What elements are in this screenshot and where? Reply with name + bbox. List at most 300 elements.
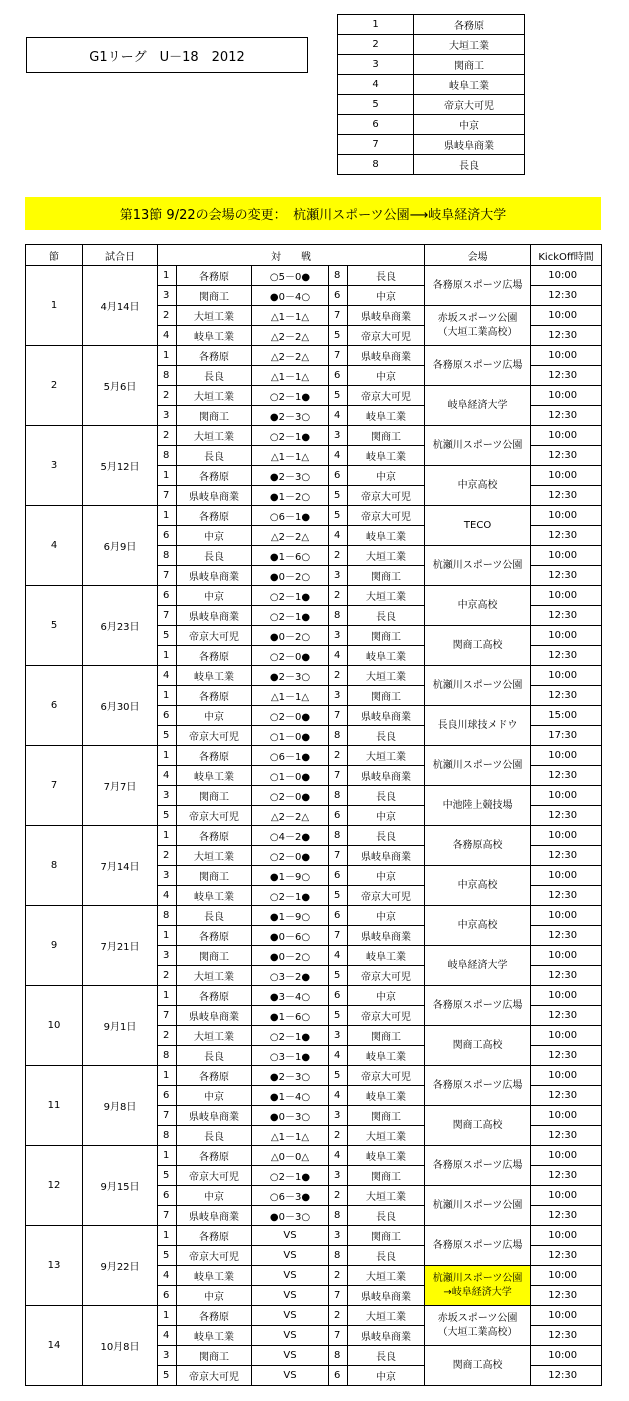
kickoff-time: 12:30: [531, 446, 602, 466]
team-name: 関商工: [414, 55, 525, 75]
match-venue: 各務原スポーツ広場: [425, 1226, 531, 1266]
round-date: 6月23日: [83, 586, 158, 666]
home-team: 岐阜工業: [177, 886, 252, 906]
match-row: [26, 1146, 602, 1166]
away-team-number: 8: [329, 1206, 348, 1226]
kickoff-time: 10:00: [531, 746, 602, 766]
match-score: △2－2△: [252, 806, 329, 826]
match-score: ○6－1●: [252, 506, 329, 526]
match-score: ○1－0●: [252, 726, 329, 746]
home-team: 関商工: [177, 1346, 252, 1366]
away-team: 大垣工業: [348, 746, 425, 766]
away-team: 岐阜工業: [348, 446, 425, 466]
home-team: 各務原: [177, 1146, 252, 1166]
match-score: VS: [252, 1266, 329, 1286]
away-team: 長良: [348, 726, 425, 746]
kickoff-time: 15:00: [531, 706, 602, 726]
home-team: 関商工: [177, 866, 252, 886]
team-list: [337, 14, 525, 175]
home-team-number: 1: [158, 1066, 177, 1086]
home-team: 各務原: [177, 266, 252, 286]
round-section: 5: [26, 586, 83, 666]
venue-change-notice-text: 第13節 9/22の会場の変更： 杭瀬川スポーツ公園⟶岐阜経済大学: [119, 208, 507, 223]
kickoff-time: 12:30: [531, 926, 602, 946]
home-team: 大垣工業: [177, 426, 252, 446]
away-team-number: 8: [329, 606, 348, 626]
kickoff-time: 10:00: [531, 306, 602, 326]
kickoff-time: 10:00: [531, 506, 602, 526]
away-team-number: 3: [329, 1026, 348, 1046]
match-row: [26, 1066, 602, 1086]
home-team-number: 5: [158, 1366, 177, 1386]
kickoff-time: 12:30: [531, 1046, 602, 1066]
round-date: 5月6日: [83, 346, 158, 426]
kickoff-time: 12:30: [531, 886, 602, 906]
home-team: 中京: [177, 1286, 252, 1306]
kickoff-time: 10:00: [531, 1306, 602, 1326]
round-date: 9月15日: [83, 1146, 158, 1226]
home-team: 長良: [177, 446, 252, 466]
away-team-number: 2: [329, 1186, 348, 1206]
home-team: 長良: [177, 1126, 252, 1146]
match-score: △2－2△: [252, 346, 329, 366]
home-team-number: 7: [158, 1106, 177, 1126]
round-date: 4月14日: [83, 266, 158, 346]
match-score: ○6－1●: [252, 746, 329, 766]
kickoff-time: 10:00: [531, 1106, 602, 1126]
league-title-text: G1リーグ U－18 2012: [89, 49, 245, 65]
schedule-table: [25, 244, 602, 1386]
away-team-number: 7: [329, 926, 348, 946]
away-team-number: 7: [329, 846, 348, 866]
away-team: 帝京大可児: [348, 966, 425, 986]
team-number: 2: [338, 35, 414, 55]
kickoff-time: 12:30: [531, 686, 602, 706]
kickoff-time: 12:30: [531, 286, 602, 306]
away-team-number: 4: [329, 1146, 348, 1166]
away-team: 岐阜工業: [348, 946, 425, 966]
away-team-number: 6: [329, 866, 348, 886]
match-row: [26, 506, 602, 526]
home-team-number: 7: [158, 1006, 177, 1026]
home-team-number: 4: [158, 886, 177, 906]
match-score: VS: [252, 1226, 329, 1246]
away-team-number: 3: [329, 1106, 348, 1126]
kickoff-time: 12:30: [531, 406, 602, 426]
match-score: △1－1△: [252, 686, 329, 706]
away-team-number: 5: [329, 386, 348, 406]
match-venue: 杭瀬川スポーツ公園: [425, 1186, 531, 1226]
team-name: 岐阜工業: [414, 75, 525, 95]
match-score: ●1－9○: [252, 866, 329, 886]
team-name: 中京: [414, 115, 525, 135]
away-team-number: 5: [329, 486, 348, 506]
match-score: ●0－4○: [252, 286, 329, 306]
match-venue: 赤坂スポーツ公園 （大垣工業高校）: [425, 1306, 531, 1346]
match-row: [26, 746, 602, 766]
match-score: ●0－3○: [252, 1106, 329, 1126]
kickoff-time: 12:30: [531, 526, 602, 546]
home-team-number: 2: [158, 1026, 177, 1046]
home-team-number: 5: [158, 1166, 177, 1186]
match-venue: 各務原スポーツ広場: [425, 346, 531, 386]
round-date: 10月8日: [83, 1306, 158, 1386]
kickoff-time: 10:00: [531, 626, 602, 646]
away-team-number: 2: [329, 1126, 348, 1146]
match-score: ●2－3○: [252, 466, 329, 486]
away-team-number: 5: [329, 966, 348, 986]
away-team: 関商工: [348, 566, 425, 586]
round-date: 6月30日: [83, 666, 158, 746]
away-team-number: 5: [329, 886, 348, 906]
away-team: 帝京大可児: [348, 326, 425, 346]
home-team: 長良: [177, 546, 252, 566]
away-team-number: 7: [329, 766, 348, 786]
home-team-number: 1: [158, 506, 177, 526]
match-venue: 各務原スポーツ広場: [425, 1146, 531, 1186]
away-team-number: 5: [329, 326, 348, 346]
match-score: ○6－3●: [252, 1186, 329, 1206]
home-team-number: 8: [158, 1046, 177, 1066]
away-team-number: 5: [329, 1006, 348, 1026]
away-team-number: 8: [329, 826, 348, 846]
home-team-number: 3: [158, 866, 177, 886]
match-venue: 赤坂スポーツ公園 （大垣工業高校）: [425, 306, 531, 346]
match-venue: 各務原スポーツ広場: [425, 1066, 531, 1106]
match-row: [26, 266, 602, 286]
away-team: 帝京大可児: [348, 1066, 425, 1086]
home-team-number: 6: [158, 706, 177, 726]
home-team: 各務原: [177, 926, 252, 946]
match-score: △1－1△: [252, 306, 329, 326]
home-team: 各務原: [177, 506, 252, 526]
round-section: 12: [26, 1146, 83, 1226]
home-team: 大垣工業: [177, 966, 252, 986]
match-score: ●0－2○: [252, 626, 329, 646]
away-team: 県岐阜商業: [348, 1326, 425, 1346]
away-team-number: 2: [329, 666, 348, 686]
away-team-number: 4: [329, 526, 348, 546]
away-team: 中京: [348, 286, 425, 306]
home-team-number: 6: [158, 526, 177, 546]
kickoff-time: 10:00: [531, 866, 602, 886]
header-section: 節: [26, 245, 83, 266]
home-team-number: 5: [158, 1246, 177, 1266]
home-team: 各務原: [177, 346, 252, 366]
match-row: [26, 1226, 602, 1246]
match-score: ○2－0●: [252, 786, 329, 806]
team-row: [338, 55, 525, 75]
home-team: 中京: [177, 706, 252, 726]
home-team: 長良: [177, 366, 252, 386]
match-score: △2－2△: [252, 326, 329, 346]
away-team-number: 3: [329, 566, 348, 586]
away-team: 長良: [348, 1346, 425, 1366]
team-name: 帝京大可児: [414, 95, 525, 115]
home-team-number: 7: [158, 566, 177, 586]
match-venue: 中京高校: [425, 586, 531, 626]
match-row: [26, 666, 602, 686]
kickoff-time: 10:00: [531, 346, 602, 366]
away-team-number: 5: [329, 506, 348, 526]
home-team-number: 2: [158, 426, 177, 446]
home-team-number: 2: [158, 306, 177, 326]
away-team-number: 6: [329, 286, 348, 306]
away-team: 大垣工業: [348, 666, 425, 686]
match-score: ●2－3○: [252, 1066, 329, 1086]
team-row: [338, 95, 525, 115]
match-row: [26, 1306, 602, 1326]
match-score: △0－0△: [252, 1146, 329, 1166]
home-team-number: 7: [158, 486, 177, 506]
away-team: 関商工: [348, 1026, 425, 1046]
home-team-number: 6: [158, 586, 177, 606]
match-score: ●1－6○: [252, 546, 329, 566]
kickoff-time: 10:00: [531, 946, 602, 966]
match-score: ●0－3○: [252, 1206, 329, 1226]
match-venue: 岐阜経済大学: [425, 386, 531, 426]
home-team: 関商工: [177, 946, 252, 966]
team-number: 4: [338, 75, 414, 95]
match-score: ○2－1●: [252, 1026, 329, 1046]
kickoff-time: 10:00: [531, 1066, 602, 1086]
match-score: ○2－1●: [252, 586, 329, 606]
match-score: ●1－9○: [252, 906, 329, 926]
home-team: 岐阜工業: [177, 326, 252, 346]
kickoff-time: 10:00: [531, 426, 602, 446]
kickoff-time: 12:30: [531, 966, 602, 986]
away-team: 長良: [348, 1206, 425, 1226]
home-team-number: 1: [158, 266, 177, 286]
home-team: 帝京大可児: [177, 726, 252, 746]
round-section: 14: [26, 1306, 83, 1386]
away-team-number: 4: [329, 1086, 348, 1106]
away-team: 中京: [348, 906, 425, 926]
away-team: 帝京大可児: [348, 886, 425, 906]
home-team: 各務原: [177, 986, 252, 1006]
kickoff-time: 10:00: [531, 906, 602, 926]
kickoff-time: 12:30: [531, 1206, 602, 1226]
round-date: 6月9日: [83, 506, 158, 586]
kickoff-time: 12:30: [531, 1126, 602, 1146]
home-team: 各務原: [177, 686, 252, 706]
home-team-number: 4: [158, 326, 177, 346]
home-team-number: 6: [158, 1286, 177, 1306]
home-team: 各務原: [177, 1066, 252, 1086]
kickoff-time: 12:30: [531, 326, 602, 346]
match-score: ●0－2○: [252, 946, 329, 966]
away-team-number: 7: [329, 1326, 348, 1346]
round-section: 11: [26, 1066, 83, 1146]
home-team-number: 1: [158, 986, 177, 1006]
home-team: 県岐阜商業: [177, 566, 252, 586]
venue-change-notice: [25, 197, 601, 230]
away-team: 長良: [348, 266, 425, 286]
away-team-number: 3: [329, 1166, 348, 1186]
match-score: ●0－6○: [252, 926, 329, 946]
home-team-number: 3: [158, 406, 177, 426]
match-score: △1－1△: [252, 1126, 329, 1146]
home-team: 大垣工業: [177, 846, 252, 866]
home-team: 各務原: [177, 1306, 252, 1326]
away-team-number: 6: [329, 986, 348, 1006]
home-team-number: 2: [158, 846, 177, 866]
away-team-number: 4: [329, 646, 348, 666]
home-team: 県岐阜商業: [177, 486, 252, 506]
kickoff-time: 10:00: [531, 1186, 602, 1206]
match-venue: 関商工高校: [425, 1346, 531, 1386]
match-score: ○2－1●: [252, 386, 329, 406]
round-date: 5月12日: [83, 426, 158, 506]
match-venue: 関商工高校: [425, 1026, 531, 1066]
header-venue: 会場: [425, 245, 531, 266]
kickoff-time: 10:00: [531, 386, 602, 406]
match-row: [26, 826, 602, 846]
home-team: 長良: [177, 906, 252, 926]
away-team-number: 8: [329, 726, 348, 746]
match-venue: 各務原スポーツ広場: [425, 986, 531, 1026]
away-team: 県岐阜商業: [348, 306, 425, 326]
away-team-number: 6: [329, 806, 348, 826]
match-venue: 各務原高校: [425, 826, 531, 866]
home-team-number: 5: [158, 806, 177, 826]
away-team: 県岐阜商業: [348, 846, 425, 866]
away-team-number: 2: [329, 746, 348, 766]
away-team: 県岐阜商業: [348, 926, 425, 946]
match-venue: 中京高校: [425, 866, 531, 906]
away-team-number: 2: [329, 586, 348, 606]
kickoff-time: 12:30: [531, 1286, 602, 1306]
match-row: [26, 906, 602, 926]
away-team: 中京: [348, 866, 425, 886]
match-score: △2－2△: [252, 526, 329, 546]
away-team-number: 6: [329, 1366, 348, 1386]
team-name: 大垣工業: [414, 35, 525, 55]
match-score: VS: [252, 1346, 329, 1366]
home-team-number: 1: [158, 1306, 177, 1326]
away-team-number: 3: [329, 1226, 348, 1246]
match-row: [26, 346, 602, 366]
kickoff-time: 10:00: [531, 1026, 602, 1046]
home-team: 中京: [177, 526, 252, 546]
away-team-number: 4: [329, 406, 348, 426]
round-section: 3: [26, 426, 83, 506]
round-section: 7: [26, 746, 83, 826]
kickoff-time: 10:00: [531, 786, 602, 806]
away-team-number: 6: [329, 366, 348, 386]
home-team-number: 3: [158, 286, 177, 306]
away-team: 大垣工業: [348, 586, 425, 606]
match-row: [26, 586, 602, 606]
home-team-number: 1: [158, 926, 177, 946]
home-team: 帝京大可児: [177, 1366, 252, 1386]
away-team-number: 7: [329, 1286, 348, 1306]
home-team-number: 1: [158, 826, 177, 846]
kickoff-time: 12:30: [531, 566, 602, 586]
kickoff-time: 10:00: [531, 1146, 602, 1166]
home-team-number: 3: [158, 946, 177, 966]
home-team: 大垣工業: [177, 1026, 252, 1046]
match-score: VS: [252, 1326, 329, 1346]
home-team-number: 8: [158, 366, 177, 386]
round-section: 2: [26, 346, 83, 426]
round-date: 9月22日: [83, 1226, 158, 1306]
away-team: 長良: [348, 606, 425, 626]
match-score: ●3－4○: [252, 986, 329, 1006]
away-team: 大垣工業: [348, 1306, 425, 1326]
away-team: 大垣工業: [348, 1186, 425, 1206]
kickoff-time: 12:30: [531, 486, 602, 506]
match-score: △1－1△: [252, 446, 329, 466]
league-title: [26, 37, 308, 73]
team-number: 3: [338, 55, 414, 75]
home-team-number: 8: [158, 906, 177, 926]
kickoff-time: 10:00: [531, 546, 602, 566]
team-row: [338, 75, 525, 95]
away-team: 中京: [348, 806, 425, 826]
match-score: ○2－1●: [252, 606, 329, 626]
home-team-number: 2: [158, 386, 177, 406]
away-team: 関商工: [348, 686, 425, 706]
kickoff-time: 10:00: [531, 986, 602, 1006]
away-team-number: 5: [329, 1066, 348, 1086]
match-score: ●1－4○: [252, 1086, 329, 1106]
away-team: 中京: [348, 466, 425, 486]
round-section: 9: [26, 906, 83, 986]
home-team-number: 5: [158, 626, 177, 646]
home-team: 各務原: [177, 646, 252, 666]
away-team: 中京: [348, 1366, 425, 1386]
header-match: 対 戦: [158, 245, 425, 266]
schedule-header-row: [26, 245, 602, 266]
away-team: 関商工: [348, 626, 425, 646]
match-venue: 長良川球技メドウ: [425, 706, 531, 746]
home-team: 中京: [177, 586, 252, 606]
away-team: 岐阜工業: [348, 646, 425, 666]
kickoff-time: 10:00: [531, 1266, 602, 1286]
home-team-number: 8: [158, 446, 177, 466]
home-team-number: 6: [158, 1186, 177, 1206]
away-team: 県岐阜商業: [348, 706, 425, 726]
match-score: VS: [252, 1246, 329, 1266]
round-date: 7月21日: [83, 906, 158, 986]
team-row: [338, 115, 525, 135]
kickoff-time: 12:30: [531, 1366, 602, 1386]
match-row: [26, 426, 602, 446]
match-venue: 中京高校: [425, 466, 531, 506]
round-section: 6: [26, 666, 83, 746]
kickoff-time: 12:30: [531, 1086, 602, 1106]
home-team: 長良: [177, 1046, 252, 1066]
home-team: 県岐阜商業: [177, 1006, 252, 1026]
home-team: 各務原: [177, 746, 252, 766]
home-team-number: 1: [158, 1146, 177, 1166]
round-section: 10: [26, 986, 83, 1066]
home-team: 大垣工業: [177, 386, 252, 406]
round-section: 8: [26, 826, 83, 906]
away-team-number: 8: [329, 786, 348, 806]
away-team-number: 2: [329, 546, 348, 566]
round-section: 1: [26, 266, 83, 346]
away-team: 関商工: [348, 1106, 425, 1126]
kickoff-time: 12:30: [531, 1006, 602, 1026]
away-team: 大垣工業: [348, 1126, 425, 1146]
match-score: ●1－6○: [252, 1006, 329, 1026]
away-team: 岐阜工業: [348, 1046, 425, 1066]
away-team: 関商工: [348, 1226, 425, 1246]
home-team-number: 1: [158, 746, 177, 766]
away-team: 中京: [348, 986, 425, 1006]
